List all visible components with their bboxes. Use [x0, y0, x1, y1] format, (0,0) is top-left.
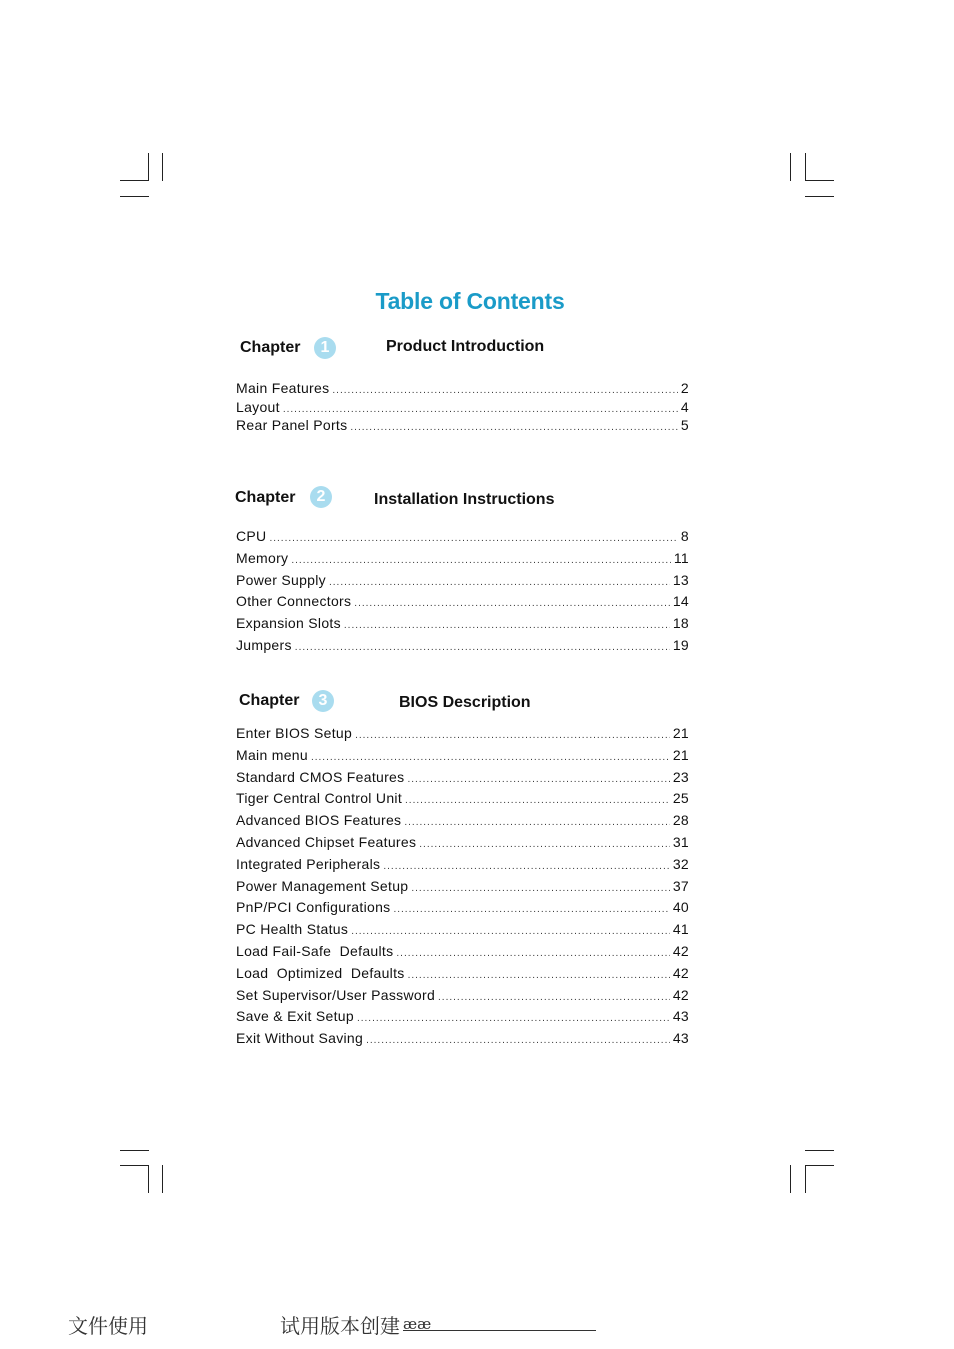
toc-entry-label: PnP/PCI Configurations	[236, 899, 391, 916]
toc-entry-label: Enter BIOS Setup	[236, 725, 353, 741]
toc-entry[interactable]	[236, 790, 689, 812]
toc-leader-dots	[419, 839, 670, 850]
toc-entry[interactable]	[236, 725, 689, 747]
toc-entry-label: Power Supply	[236, 571, 326, 588]
toc-leader-dots	[329, 577, 670, 588]
toc-leader-dots	[357, 1013, 670, 1024]
toc-entry-label: Expansion Slots	[236, 615, 341, 632]
chapter-label: Chapter	[235, 489, 296, 506]
toc-leader-dots	[344, 620, 670, 631]
toc-entry[interactable]	[236, 615, 689, 637]
toc-entry[interactable]	[236, 943, 689, 965]
toc-entry-page: 42	[672, 986, 689, 1003]
toc-leader-dots	[405, 795, 670, 806]
toc-leader-dots	[396, 948, 669, 959]
chapter-number-badge: 3	[312, 690, 334, 712]
chapter-2-toc	[236, 528, 689, 659]
toc-leader-dots	[407, 774, 669, 785]
toc-entry[interactable]	[236, 637, 689, 659]
toc-leader-dots	[291, 555, 671, 566]
toc-entry[interactable]	[236, 921, 689, 943]
toc-leader-dots	[383, 861, 669, 872]
toc-entry-label: Layout	[236, 398, 280, 415]
toc-entry[interactable]	[236, 380, 689, 399]
toc-entry-label: Main menu	[236, 746, 308, 763]
toc-entry-page: 43	[672, 1008, 689, 1025]
toc-entry-label: Power Management Setup	[236, 877, 409, 894]
toc-entry-page: 19	[672, 636, 689, 653]
footer-underline-field: ææ	[403, 1315, 596, 1331]
chapter-title: Product Introduction	[386, 338, 545, 355]
footer-right-text: 试用版本创建	[280, 1314, 400, 1338]
toc-leader-dots	[408, 970, 670, 981]
toc-entry-label: Set Supervisor/User Password	[236, 986, 436, 1003]
toc-entry-label: Other Connectors	[236, 593, 352, 610]
toc-entry-label: Exit Without Saving	[236, 1030, 364, 1047]
toc-entry[interactable]	[236, 834, 689, 856]
toc-entry-page: 8	[680, 528, 689, 544]
toc-entry-label: Main Features	[236, 380, 330, 396]
toc-entry[interactable]	[236, 747, 689, 769]
toc-entry-label: Rear Panel Ports	[236, 417, 348, 433]
toc-entry-label: CPU	[236, 528, 267, 544]
toc-entry-page: 28	[672, 812, 689, 829]
toc-entry-page: 42	[672, 942, 689, 959]
toc-leader-dots	[354, 598, 670, 609]
toc-entry-page: 4	[680, 398, 689, 415]
toc-entry[interactable]	[236, 812, 689, 834]
toc-leader-dots	[404, 817, 669, 828]
toc-entry-page: 11	[673, 549, 689, 566]
toc-entry-page: 32	[672, 855, 689, 872]
toc-entry[interactable]	[236, 572, 689, 594]
toc-entry[interactable]	[236, 399, 689, 418]
toc-leader-dots	[311, 752, 670, 763]
toc-entry-page: 42	[672, 964, 689, 981]
toc-entry-label: Tiger Central Control Unit	[236, 790, 403, 807]
toc-entry-label: Load Optimized Defaults	[236, 964, 405, 981]
toc-entry-page: 37	[672, 877, 689, 894]
toc-entry-label: Advanced BIOS Features	[236, 812, 402, 829]
toc-entry-page: 14	[672, 593, 689, 610]
toc-entry-page: 25	[672, 790, 689, 807]
chapter-label: Chapter	[239, 692, 300, 709]
chapter-title: BIOS Description	[399, 694, 531, 711]
toc-leader-dots	[366, 1035, 670, 1046]
chapter-3-toc	[236, 725, 689, 1052]
toc-leader-dots	[283, 404, 678, 415]
toc-entry-page: 43	[672, 1030, 689, 1047]
toc-entry[interactable]	[236, 550, 689, 572]
toc-entry[interactable]	[236, 1030, 689, 1052]
toc-leader-dots	[351, 926, 670, 937]
toc-leader-dots	[355, 730, 670, 741]
toc-entry-label: Integrated Peripherals	[236, 855, 381, 872]
toc-entry-page: 21	[672, 725, 689, 741]
toc-entry-page: 13	[672, 571, 689, 588]
chapter-label: Chapter	[240, 339, 301, 356]
toc-leader-dots	[411, 883, 669, 894]
toc-entry-label: Load Fail-Safe Defaults	[236, 942, 394, 959]
toc-entry[interactable]	[236, 899, 689, 921]
toc-entry[interactable]	[236, 1008, 689, 1030]
toc-entry-page: 2	[680, 380, 689, 396]
page-title: Table of Contents	[375, 288, 565, 314]
footer-left-text: 文件使用	[68, 1314, 148, 1338]
toc-entry-page: 5	[680, 417, 689, 433]
toc-leader-dots	[332, 385, 678, 396]
toc-entry-page: 18	[672, 615, 689, 632]
toc-entry-page: 31	[672, 833, 689, 850]
toc-entry[interactable]	[236, 769, 689, 791]
toc-leader-dots	[438, 992, 670, 1003]
toc-leader-dots	[269, 533, 677, 544]
toc-entry-label: Standard CMOS Features	[236, 768, 405, 785]
toc-entry-label: Jumpers	[236, 636, 292, 653]
toc-entry[interactable]	[236, 856, 689, 878]
chapter-number-badge: 1	[314, 337, 336, 359]
toc-entry-label: Advanced Chipset Features	[236, 833, 417, 850]
chapter-title: Installation Instructions	[374, 491, 555, 508]
toc-entry-page: 23	[672, 768, 689, 785]
toc-entry-label: Memory	[236, 549, 289, 566]
chapter-number-badge: 2	[310, 486, 332, 508]
toc-leader-dots	[350, 422, 678, 433]
chapter-1-toc	[236, 380, 689, 436]
toc-entry-label: PC Health Status	[236, 921, 349, 938]
toc-entry[interactable]	[236, 417, 689, 436]
toc-entry-page: 41	[672, 921, 689, 938]
toc-entry-page: 21	[672, 746, 689, 763]
toc-entry[interactable]	[236, 965, 689, 987]
toc-entry[interactable]	[236, 528, 689, 550]
toc-leader-dots	[393, 904, 669, 915]
toc-entry[interactable]	[236, 593, 689, 615]
toc-entry[interactable]	[236, 878, 689, 900]
toc-entry-page: 40	[672, 899, 689, 916]
toc-entry-label: Save & Exit Setup	[236, 1008, 354, 1025]
toc-entry[interactable]	[236, 987, 689, 1009]
toc-leader-dots	[295, 642, 670, 653]
